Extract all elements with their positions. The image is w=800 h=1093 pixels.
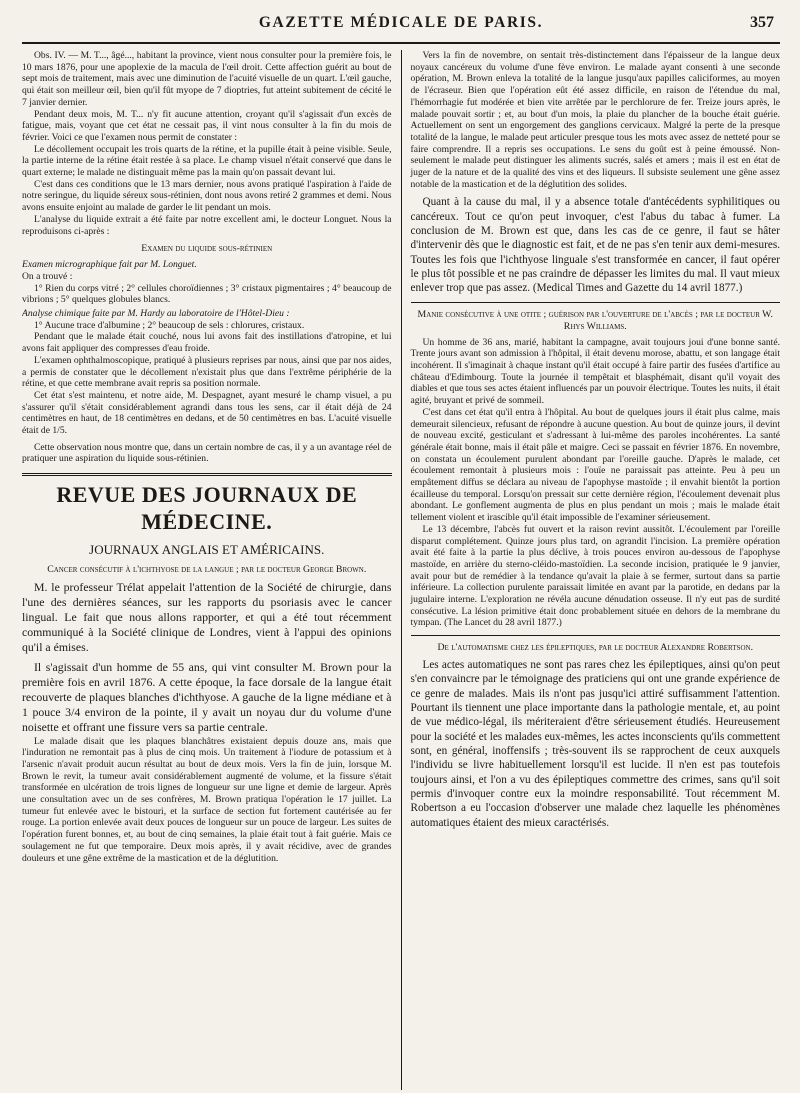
article-paragraph: Il s'agissait d'un homme de 55 ans, qui vint consulter M. Brown pour la première fois en avril 1876. A cette époque, la face dorsale de la langue était recouverte de plaques blanches d'ichthyose. A gauche de la ligne médiane et à 1 pouce 3/4 environ de la pointe, il y avait un noyau dur du volume d'une noisette et offrant une fissure vers sa partie centrale.: [22, 660, 392, 735]
manie-paragraph: C'est dans cet état qu'il entra à l'hôpital. Au bout de quelques jours il était plus calme, mais demeurait silencieux, refusant de répondre à aucune question. Au bout de quinze jours, il devint de nouveau excité, gesticulant et s'adressant à lui-même des paroles incohérentes. La santé générale était bonne, mais il était pâle et maigre. Ceci se passait en février 1876. En novembre, on constata un écoulement purulent abondant par l'oreille gauche. D'après le malade, cet écoulement remontait à plusieurs mois : l'ouïe ne paraissait pas atteinte. Peu à peu un empâtement diffus se déclara au niveau de l'apophyse mastoïde ; il envahit bientôt la portion écailleuse du temporal. Lorsqu'on pressait sur cette dernière région, l'écoulement devenait plus abondant. Le gonflement augmenta de plus en plus pendant un mois ; mais le malade était tellement violent et irascible qu'il était impossible de l'examiner sérieusement.: [410, 406, 780, 524]
after-paragraph: Pendant que le malade était couché, nous lui avons fait des instillations d'atropine, et lui avons fait appliquer des compresses d'eau froide.: [22, 331, 392, 355]
continuation-paragraph: Vers la fin de novembre, on sentait très-distinctement dans l'épaisseur de la langue deux noyaux cancéreux du volume d'une fève environ. Le malade ayant consenti à une seconde opération, M. Brown enleva la totalité de la langue jusqu'aux papilles caliciformes, au moyen de l'écraseur. Bien que l'opération eût été assez difficile, en raison de l'étendue du mal, l'hémorrhagie fut modérée et bien vite arrêtée par le perchlorure de fer. Treize jours après, le malade pouvait sortir ; et, au bout d'un mois, la plaie du plancher de la bouche était guérie. Actuellement on sent un engorgement des ganglions cervicaux. Malgré la perte de la presque totalité de la langue, le malade peut articuler presque tous les mots avec assez de netteté pour se faire comprendre. Il a repris ses occupations. Le sens du goût est à peine émoussé. Non-seulement le malade peut distinguer les aliments sucrés, salés et amers ; mais il est en état de juger de la nature et de la qualité des vins et des liqueurs. Il subsiste seulement une gêne assez notable de la mastication et de la déglutition des solides.: [410, 50, 780, 190]
article-paragraph: M. le professeur Trélat appelait l'attention de la Société de chirurgie, dans l'une des dernières séances, sur les rapports du psoriasis avec le cancer lingual. Le fait que nous allons rapporter, et qui a été tout récemment communiqué à la Société clinique de Londres, vient à l'appui des opinions qu'il a émises.: [22, 579, 392, 654]
micro-line: 1° Rien du corps vitré ; 2° cellules choroïdiennes ; 3° cristaux pigmentaires ; 4° beaucoup de vibrions ; 5° quelques globules blancs.: [22, 282, 392, 306]
obs-paragraph: L'analyse du liquide extrait a été faite par notre excellent ami, le docteur Longuet. Nous la reproduisons ci-après :: [22, 213, 392, 237]
exam-title: Examen du liquide sous-rétinien: [141, 243, 273, 255]
chem-line: 1° Aucune trace d'albumine ; 2° beaucoup de sels : chlorures, cristaux.: [34, 319, 305, 331]
obs-paragraph: C'est dans ces conditions que le 13 mars dernier, nous avons pratiqué l'aspiration à l'aide de notre seringue, du liquide séreux sous-rétinien, dont nous avons retiré 2 grammes et demi. Nous avons ensuite enjoint au malade de garder le lit pendant un mois.: [22, 178, 392, 214]
running-head: [22, 14, 780, 38]
micro-line: On a trouvé :: [22, 270, 73, 282]
after-paragraph: Cette observation nous montre que, dans un certain nombre de cas, il y a un avantage réel de pratiquer une aspiration du liquide sous-rétinien.: [22, 441, 392, 465]
obs-paragraph: Obs. IV. — M. T..., âgé..., habitant la province, vient nous consulter pour la première fois, le 10 mars 1876, pour une apoplexie de la macula de l'œil droit. Cette affection guérit au bout de sept mois de traitement, mais avec une diminution de l'acuité visuelle de un quart. L'œil gauche, qui était son meilleur œil, bien qu'il fût myope de 7 dioptries, fut atteint subitement de cécité le 7 janvier dernier.: [22, 50, 392, 108]
after-paragraph: Cet état s'est maintenu, et notre aide, M. Despagnet, ayant mesuré le champ visuel, a pu s'assurer qu'il s'était considérablement agrandi dans tous les sens, car il était déjà de 24 centimètres en haut, de 18 centimètres en dedans, et de 50 centimètres en bas. L'acuité visuelle était de 1/5.: [22, 389, 392, 437]
section-rule: [22, 473, 392, 476]
obs-paragraph: Pendant deux mois, M. T... n'y fit aucune attention, croyant qu'il s'agissait d'un excès de fatigue, mais, voyant que cet état ne cessait pas, il vint nous consulter à la fin du mois de février. Voici ce que l'examen nous permit de constater :: [22, 108, 392, 143]
manie-title: Manie consécutive à une otite ; guérison par l'ouverture de l'abcès ; par le docteur W. Rhys Williams.: [417, 308, 773, 332]
auto-title: De l'automatisme chez les épileptiques, par le docteur Alexandre Robertson.: [437, 642, 754, 654]
continuation-paragraph: Quant à la cause du mal, il y a absence totale d'antécédents syphilitiques ou cancéreux. Tout ce qu'on peut invoquer, c'est l'abus du tabac à fumer. La conclusion de M. Brown est que, dans les cas de ce genre, il faut se hâter d'intervenir dès que le diagnostic est fait, et de ne pas s'en tenir aux demi-mesures. Toutes les fois que l'ichthyose linguale s'est transformée en cancer, il faut opérer le plus tôt possible et ne pas craindre de dépasser les limites du mal. Il vaut mieux enlever trop que pas assez. (Medical Times and Gazette du 14 avril 1877.): [410, 196, 780, 295]
manie-paragraph: Le 13 décembre, l'abcès fut ouvert et la raison revint aussitôt. L'écoulement par l'oreille disparut complétement. Quinze jours plus tard, on agrandit l'incision. La première opération avait été faite à la partie la plus déclive, à trois pouces environ au-dessous de l'apophyse mastoïde, en arrière du sterno-cléido-mastoïdien. La seconde incision, pratiquée le 9 janvier, avait pour but de remédier à la tendance qu'avait la plaie à se fermer, surtout dans sa partie inférieure. La collection purulente paraissait limitée en avant par la parotide, en dedans par la jugulaire interne. L'exploration ne révéla aucune dénudation osseuse. Il n'y eut pas de surdité consécutive. La lésion primitive était donc probablement située en dehors de la membrane du tympan. (The Lancet du 28 avril 1877.): [410, 523, 780, 629]
conclusion-block: [411, 195, 781, 295]
section-rule: [411, 302, 781, 303]
section-rule: [411, 635, 781, 636]
chem-heading: Analyse chimique faite par M. Hardy au laboratoire de l'Hôtel-Dieu :: [22, 308, 290, 319]
article-paragraph: Le malade disait que les plaques blanchâtres existaient depuis douze ans, mais que l'induration ne remontait pas à plus de cinq mois. Un traitement à l'iodure de potassium et à l'arsenic n'avait produit aucun résultat au bout de deux mois. Vers la fin de juin, lorsque M. Brown le revit, la tumeur avait considérablement augmenté de volume, et la fissure s'était transformée en ulcération de trois lignes de longueur sur une ligne et demie de largeur. Après une consultation avec un de ses confrères, M. Brown pratiqua l'opération le 17 juillet. La tumeur fut enlevée avec le bistouri, et la surface de section fut fortement cautérisée au fer rouge. La portion enlevée avait deux pouces de longueur sur un pouce de largeur. Les suites de l'opération furent bonnes, et, au bout de cinq semaines, la plaie était tout à fait guérie. Mais ce soulagement ne fut que temporaire. Deux mois après, il y avait récidive, avec de grandes douleurs et une gêne extrême de la mastication et de la déglutition.: [22, 735, 392, 864]
journal-title: GAZETTE MÉDICALE DE PARIS.: [258, 14, 544, 31]
two-columns: [22, 50, 780, 1090]
header-rule: [22, 42, 780, 44]
revue-subtitle: JOURNAUX ANGLAIS ET AMÉRICAINS.: [89, 541, 325, 557]
left-column: [22, 50, 401, 1090]
right-column: [401, 50, 781, 1090]
micro-heading: Examen micrographique fait par M. Longuet.: [22, 259, 197, 271]
manie-paragraph: Un homme de 36 ans, marié, habitant la campagne, avait toujours joui d'une bonne santé. Trente jours avant son admission à l'hôpital, il était devenu morose, abattu, et son langage était incohérent. Il s'imaginait à chaque instant qu'il était occupé à faire partir des fusées d'artifice au château d'Edimbourg. Toute la journée il tempêtait et blasphémait, disant qu'il voyait des diables et que tous ses actes étaient influencés par un pouvoir électrique. Toutes les nuits, il était agité, bruyant et privé de sommeil.: [410, 336, 780, 407]
page-number: 357: [750, 14, 774, 31]
auto-body: [411, 658, 781, 830]
article-body: [22, 580, 392, 736]
auto-paragraph: Les actes automatiques ne sont pas rares chez les épileptiques, ainsi qu'on peut s'en convaincre par le témoignage des praticiens qui ont une grande expérience de ce genre de malades. Mais ils n'ont pas jusqu'ici attiré suffisamment l'attention. Pourtant ils tiennent une place importante dans la pathologie mentale, et, au point de vue médico-légal, ils mériteraient d'être sérieusement étudiés. Heureusement pour la société et les malades eux-mêmes, les actes inconscients qu'ils commettent sont, en général, inoffensifs ; très-souvent ils se rapprochent de ceux auxquels l'individu se livre habituellement lorsqu'il est lucide. Il n'en est pas toutefois toujours ainsi, et l'on a vu des épileptiques commettre des crimes, sans qu'il soit permis d'invoquer contre eux la moindre responsabilité. Tout récemment M. Robertson a eu l'occasion d'observer une malade chez laquelle les phénomènes automatiques étaient des mieux caractérisés.: [410, 659, 780, 829]
after-paragraph: L'examen ophthalmoscopique, pratiqué à plusieurs reprises par nous, ainsi que par nos aides, a permis de constater que le décollement n'existait plus que dans l'extrême périphérie de la rétine, et que cette membrane avait repris sa position normale.: [22, 354, 392, 390]
revue-title: REVUE DES JOURNAUX DE MÉDECINE.: [56, 482, 358, 534]
article-title: Cancer consécutif à l'ichthyose de la langue ; par le docteur George Brown.: [47, 563, 367, 575]
obs-paragraph: Le décollement occupait les trois quarts de la rétine, et la pupille était à peine visible. Seule, la partie interne de la rétine était restée à sa place. Le champ visuel n'était conservé que dans le quart externe; le malade ne distinguait même pas la main qu'on passait devant lui.: [22, 143, 392, 179]
